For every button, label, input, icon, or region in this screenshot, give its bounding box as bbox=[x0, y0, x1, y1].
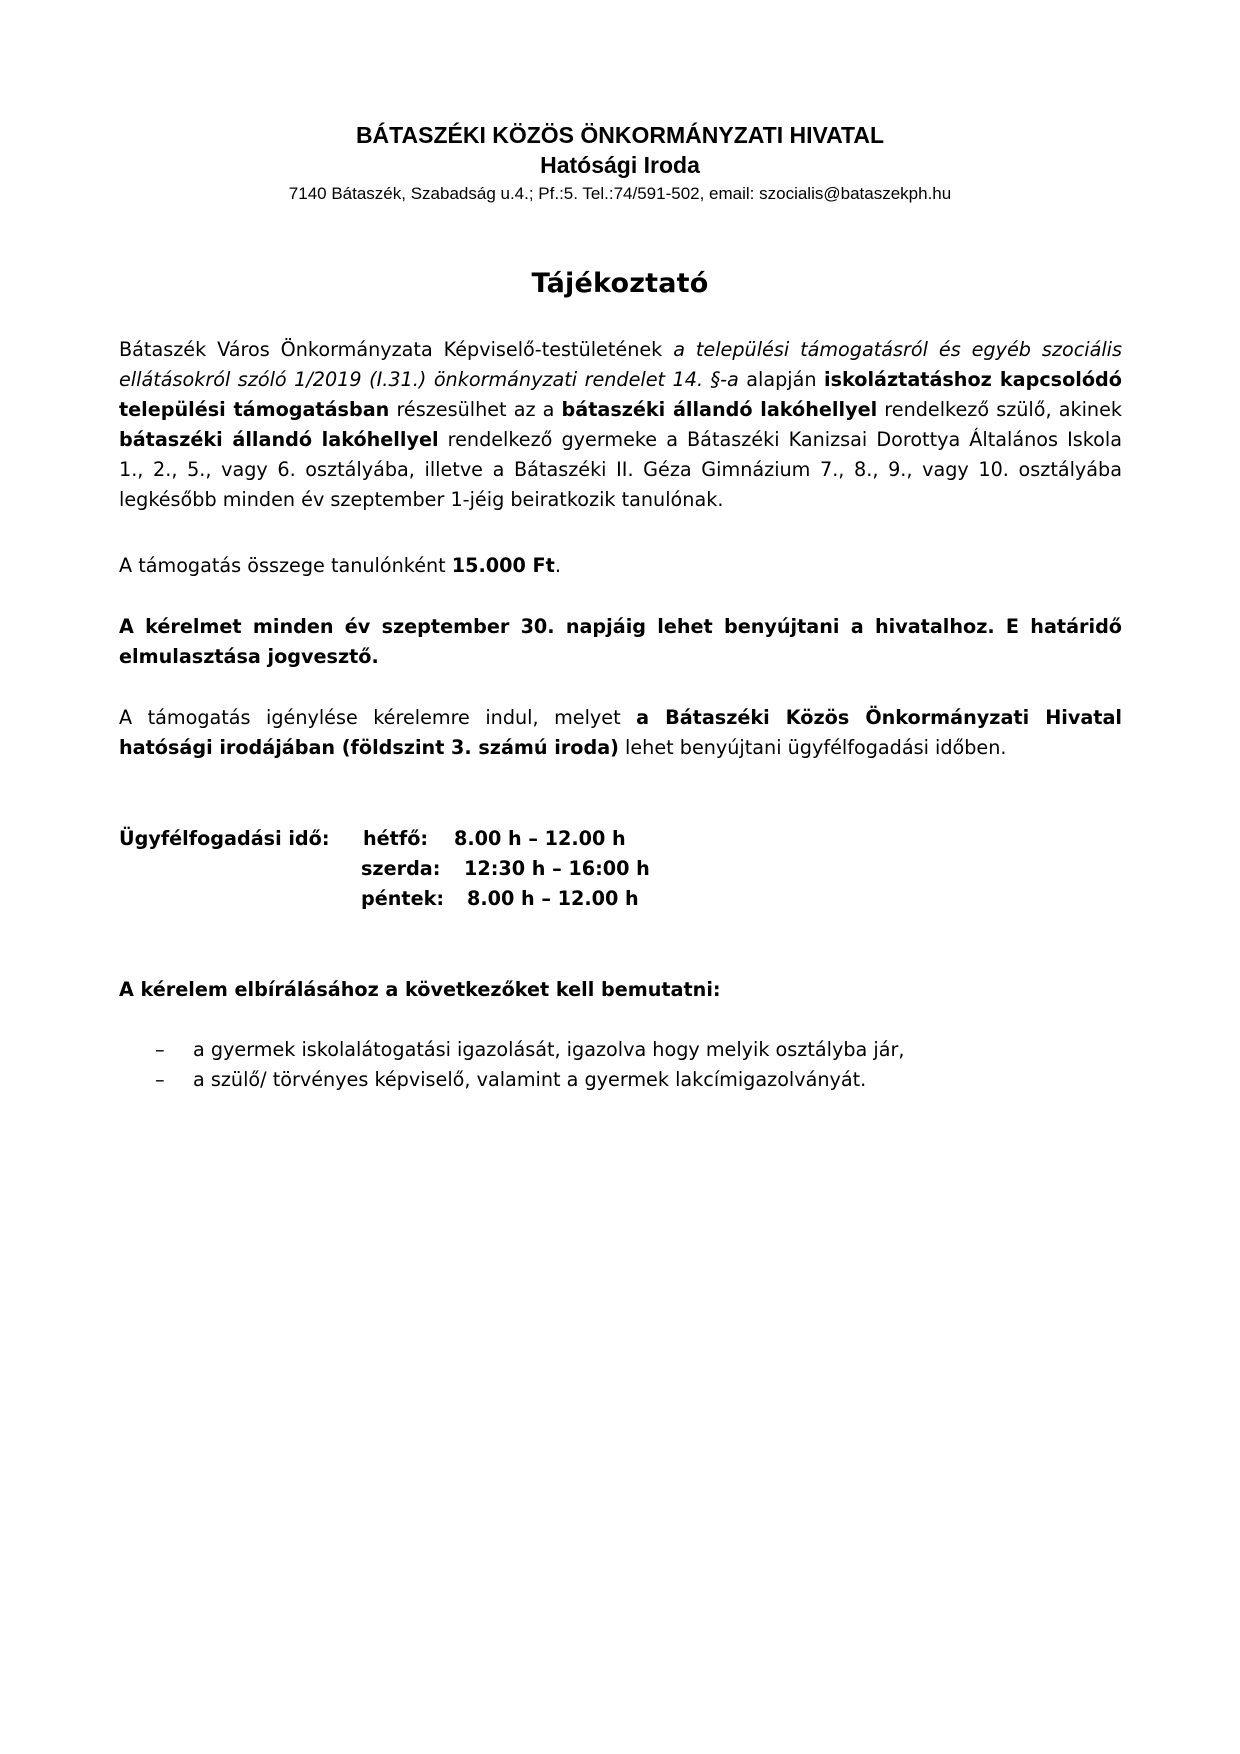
submission-location: a Bátaszéki Közös Önkormányzati Hivatal hatósági irodájában (földszint 3. számú iroda) bbox=[119, 706, 1123, 759]
text-run: . bbox=[554, 554, 561, 577]
office-hours-day: szerda: bbox=[361, 857, 441, 880]
office-hours-day: péntek: bbox=[361, 887, 445, 910]
requirements-title: A kérelem elbírálásához a következőket kell bemutatni: bbox=[119, 978, 721, 1001]
office-hours-row bbox=[363, 823, 626, 854]
dash-bullet: – bbox=[155, 1038, 165, 1061]
office-hours-row bbox=[361, 883, 639, 914]
paragraph-deadline: A kérelmet minden év szeptember 30. napjáig lehet benyújtani a hivatalhoz. E határidő elmulasztása jogvesztő. bbox=[119, 615, 1122, 668]
office-hours-time: 8.00 h – 12.00 h bbox=[454, 827, 626, 850]
document-title: Tájékoztató bbox=[531, 268, 709, 299]
text-run: A támogatás összege tanulónként bbox=[119, 554, 452, 577]
office-hours-time: 12:30 h – 16:00 h bbox=[464, 857, 650, 880]
paragraph-eligibility bbox=[119, 335, 1122, 515]
text-run: lehet benyújtani ügyfélfogadási időben. bbox=[618, 736, 1007, 759]
text-run: rendelkező szülő, akinek bbox=[877, 398, 1122, 421]
paragraph-submission bbox=[119, 703, 1122, 763]
office-hours-time: 8.00 h – 12.00 h bbox=[467, 887, 639, 910]
list-item-text: a gyermek iskolalátogatási igazolását, igazolva hogy melyik osztályba jár, bbox=[193, 1038, 905, 1061]
residence-requirement: bátaszéki állandó lakóhellyel bbox=[119, 428, 439, 451]
list-item bbox=[119, 1035, 904, 1065]
office-name: Hatósági Iroda bbox=[540, 152, 700, 178]
residence-requirement: bátaszéki állandó lakóhellyel bbox=[561, 398, 878, 421]
office-hours-row bbox=[361, 853, 650, 884]
text-run: Bátaszék Város Önkormányzata Képviselő-testületének bbox=[119, 338, 674, 361]
regulation-reference: a települési támogatásról és egyéb szociális ellátásokról szóló 1/2019 (I.31.) önkormányzati rendelet 14. §-a bbox=[119, 338, 1122, 391]
office-hours-label: Ügyfélfogadási idő: bbox=[119, 827, 330, 850]
office-hours-day: hétfő: bbox=[363, 827, 429, 850]
requirements-list bbox=[119, 1035, 904, 1095]
list-item bbox=[119, 1065, 904, 1095]
support-type: iskoláztatáshoz kapcsolódó települési támogatásban bbox=[119, 368, 1122, 421]
list-item-text: a szülő/ törvényes képviselő, valamint a gyermek lakcímigazolványát. bbox=[193, 1068, 867, 1091]
contact-line: 7140 Bátaszék, Szabadság u.4.; Pf.:5. Tel.:74/591-502, email: szocialis@bataszekph.hu bbox=[288, 184, 952, 203]
text-run: rendelkező gyermeke a Bátaszéki Kanizsai Dorottya Általános Iskola 1., 2., 5., vagy 6. osztályába, illetve a Bátaszéki II. Géza Gimnázium 7., 8., 9., vagy 10. osztályába legkésőbb minden év szeptember 1-jéig beiratkozik tanulónak. bbox=[119, 428, 1122, 511]
dash-bullet: – bbox=[155, 1068, 165, 1091]
text-run: A támogatás igénylése kérelemre indul, melyet bbox=[119, 706, 637, 729]
support-amount: 15.000 Ft bbox=[451, 554, 555, 577]
paragraph-amount bbox=[119, 551, 1122, 581]
organization-name: BÁTASZÉKI KÖZÖS ÖNKORMÁNYZATI HIVATAL bbox=[355, 122, 885, 148]
letterhead bbox=[0, 120, 1240, 206]
text-run: részesülhet az a bbox=[389, 398, 562, 421]
text-run: alapján bbox=[738, 368, 825, 391]
